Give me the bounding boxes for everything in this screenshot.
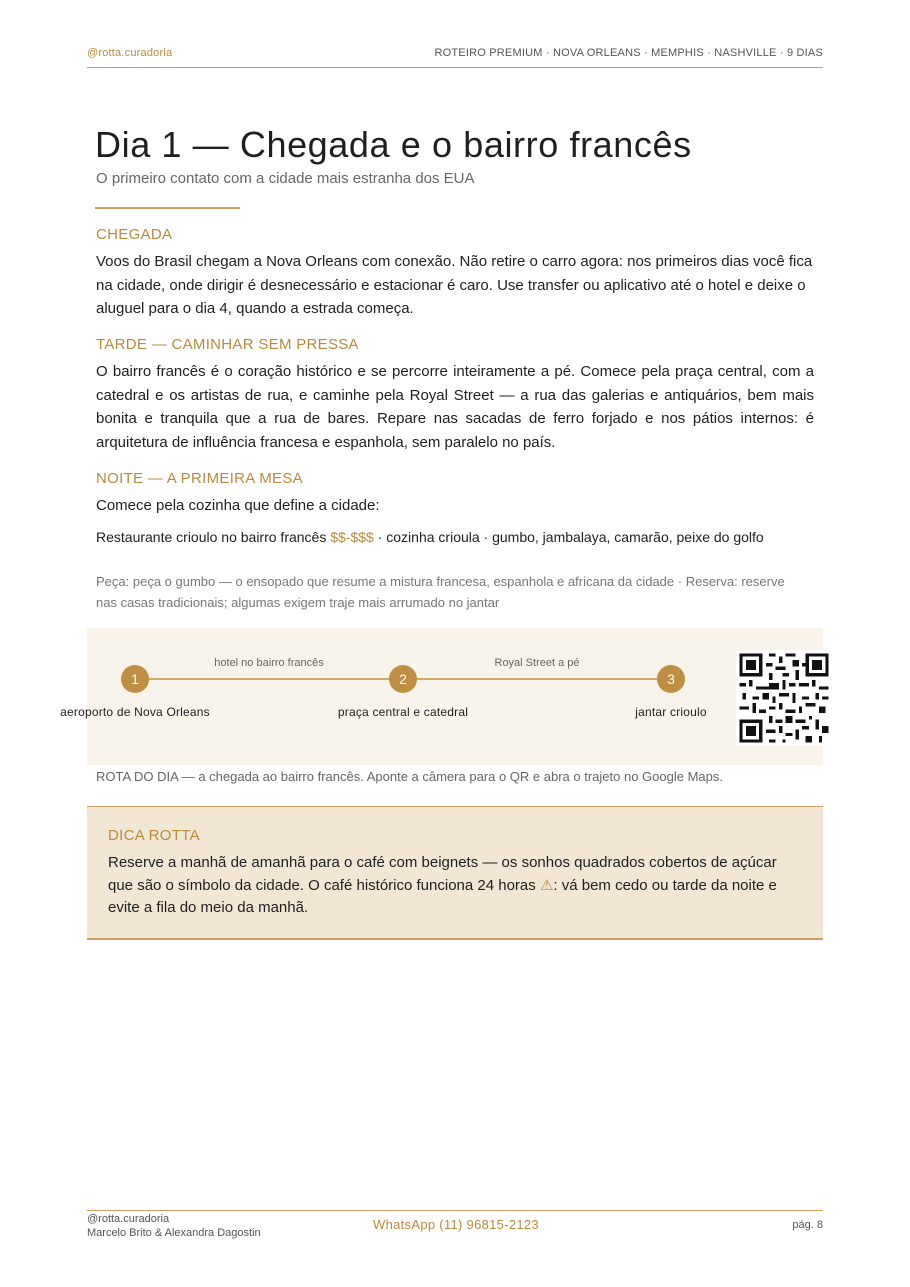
section-intro-noite: Comece pela cozinha que define a cidade: [96,497,380,514]
route-stop-1: 1 [121,665,149,693]
footer-handle: @rotta.curadoria [87,1213,170,1225]
page-header [87,46,823,68]
page-number: pág. 8 [792,1219,823,1231]
header-series: ROTEIRO PREMIUM · NOVA ORLEANS · MEMPHIS · NASHVILLE · 9 DIAS [434,47,823,59]
footer-authors: Marcelo Brito & Alexandra Dagostin [87,1227,261,1239]
restaurant-entry [96,527,811,548]
section-text-tarde: O bairro francês é o coração histórico e se percorre inteiramente a pé. Comece pela praça central, com a catedral e os artistas de rua, e caminhe pela Royal Street — a rua das galerias e antiquários, bem mais bonita e tranquila que a rua de bares. Repare nas sacadas de ferro forjado e nos pátios internos: é arquitetura de influência francesa e espanhola, sem paralelo no país. [96,363,814,451]
page-footer [87,1210,823,1251]
restaurant-details: · cozinha crioula · gumbo, jambalaya, camarão, peixe do golfo [377,529,764,545]
tip-text-main: Reserve a manhã de amanhã para o café com beignets — os sonhos quadrados cobertos de açúcar que são o símbolo da cidade. O café histórico funciona 24 horas [108,854,777,894]
warning-icon: ⚠ [539,876,554,894]
section-heading-noite: NOITE — A PRIMEIRA MESA [96,470,303,487]
section-heading-tarde: TARDE — CAMINHAR SEM PRESSA [96,336,359,353]
title-divider [95,207,240,209]
header-handle: @rotta.curadoria [87,47,173,59]
footer-whatsapp-link[interactable]: WhatsApp (11) 96815-2123 [373,1217,539,1232]
restaurant-note: Peça: peça o gumbo — o ensopado que resume a mistura francesa, espanhola e africana da cidade · Reserva: reserve nas casas tradicionais; algumas exigem traje mais arrumado no jantar [96,574,785,610]
tip-box [87,806,823,940]
page-subtitle: O primeiro contato com a cidade mais estranha dos EUA [96,170,475,187]
route-caption: ROTA DO DIA — a chegada ao bairro francês. Aponte a câmera para o QR e abra o trajeto no Google Maps. [96,769,723,784]
route-segment-1-label: hotel no bairro francês [214,657,324,669]
route-segment-2-label: Royal Street a pé [494,657,580,669]
tip-text-end: : vá bem cedo ou tarde da noite e evite a fila do meio da manhã. [108,876,777,916]
tip-text [108,852,804,920]
restaurant-name: Restaurante crioulo no bairro francês [96,529,327,545]
route-stop-2-label: praça central e catedral [337,705,469,719]
section-text-chegada: Voos do Brasil chegam a Nova Orleans com conexão. Não retire o carro agora: nos primeiros dias você fica na cidade, onde dirigir é desnecessário e estacionar é caro. Use transfer ou aplicativo até o hotel e deixe o aluguel para o dia 4, quando a estrada começa. [96,253,813,317]
tip-title: DICA ROTTA [108,827,200,844]
restaurant-price: $$-$$$ [330,529,374,545]
route-stop-3-label: jantar crioulo [635,705,707,719]
route-panel [60,628,823,765]
route-stop-3: 3 [657,665,685,693]
route-stop-1-label: aeroporto de Nova Orleans [60,705,210,719]
route-stop-2: 2 [389,665,417,693]
qr-code-icon[interactable] [736,650,832,746]
page-title: Dia 1 — Chegada e o bairro francês [95,124,692,165]
section-heading-chegada: CHEGADA [96,226,173,243]
